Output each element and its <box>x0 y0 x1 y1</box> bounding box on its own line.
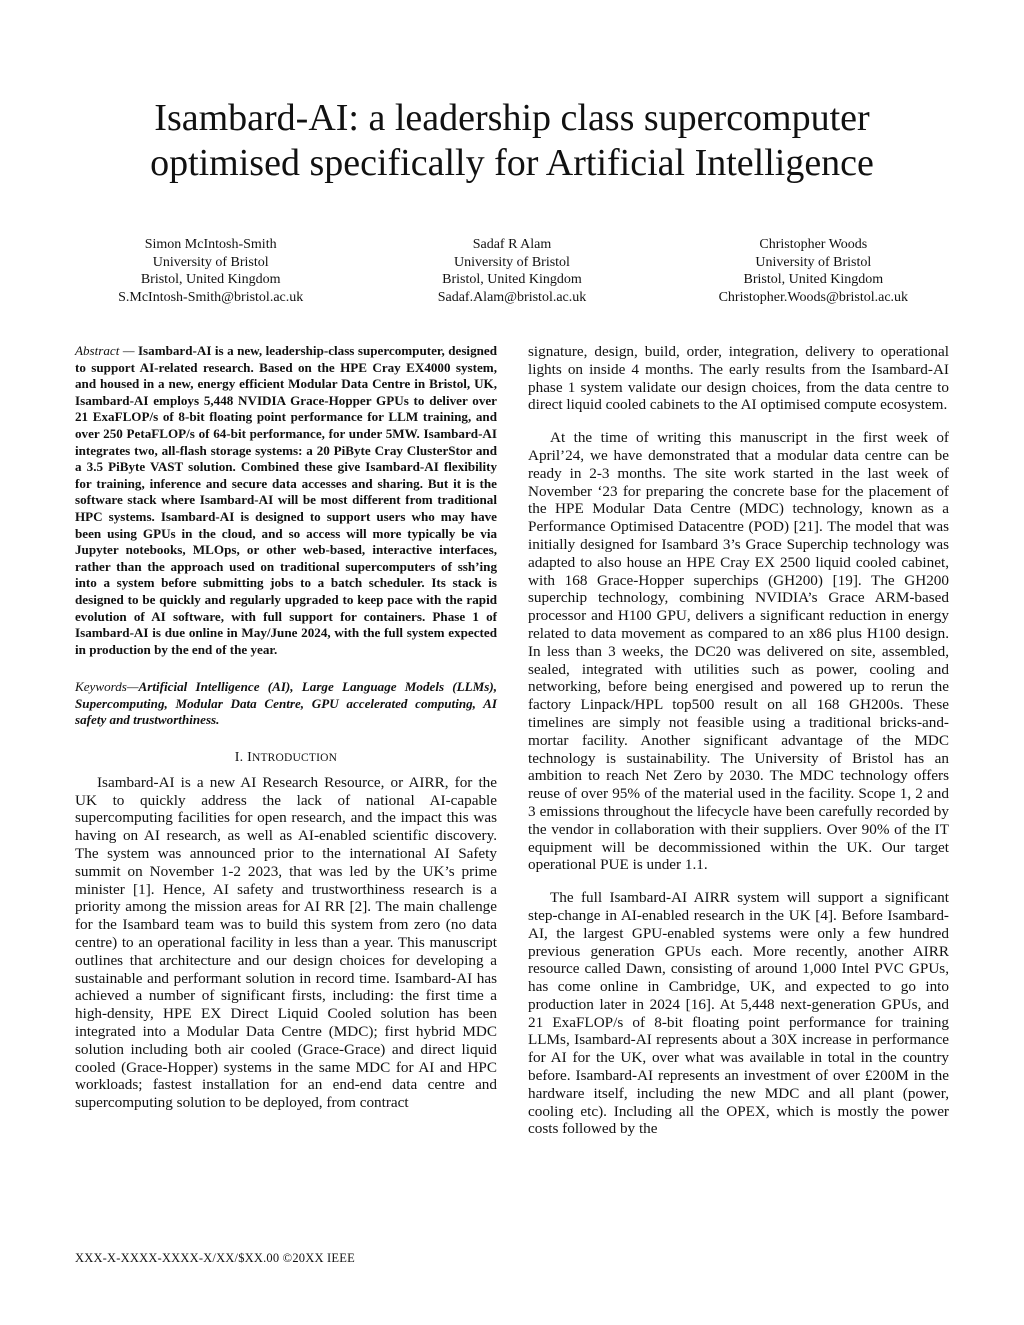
author-1 <box>60 236 361 306</box>
keywords-label: Keywords— <box>75 679 139 695</box>
author-name: Sadaf R Alam <box>472 237 552 252</box>
intro-paragraph-1: Isambard-AI is a new AI Research Resource, or AIRR, for the UK to quickly address the lack of national AI-capable supercomputing facilities for open research, and the impact this was having on AI research, as well as AI-enabled scientific discovery. The system was announced prior to the international AI Safety summit on November 1-2 2023, that was led by the UK’s prime minister [1]. Hence, AI safety and trustworthiness research is a priority among the mission areas for AI RR [2]. The main challenge for the Isambard team was to build this system from zero (no data centre) to an operational facility in less than a year. This manuscript outlines that architecture and our design choices for developing a sustainable and performant solution in record time. Isambard-AI has achieved a number of significant firsts, including: the first time a high-density, HPE EX Direct Liquid Cooled solution has been integrated into a Modular Data Centre (MDC); first hybrid MDC solution including both air cooled (Grace-Grace) and direct liquid cooled (Grace-Hopper) systems in the same MDC for AI and HPC workloads; fastest installation for an end-end data centre and supercomputing solution to be deployed, from contract <box>75 773 497 1112</box>
left-column <box>75 343 497 1127</box>
right-column <box>528 343 949 1153</box>
author-name: Simon McIntosh-Smith <box>144 237 277 252</box>
copyright-footer: XXX-X-XXXX-XXXX-X/XX/$XX.00 ©20XX IEEE <box>75 1251 355 1265</box>
section-number: I. <box>234 750 244 766</box>
author-3 <box>663 236 964 306</box>
intro-paragraph-continued: signature, design, build, order, integration, delivery to operational lights on inside 4 months. The early results from the Isambard-AI phase 1 system validate our design choices, from the data centre to direct liquid cooled cabinets to the AI optimised compute ecosystem. <box>528 343 949 414</box>
paper-title <box>80 96 944 186</box>
section-title-rest: NTRODUCTION <box>251 752 338 765</box>
keywords <box>75 679 497 729</box>
author-2 <box>361 236 662 306</box>
intro-paragraph-3: The full Isambard-AI AIRR system will support a significant step-change in AI-enabled research in the UK [4]. Before Isambard-AI, the largest GPU-enabled systems were only a few hundred previous generation GPUs each. More recently, another AIRR resource called Dawn, consisting of around 1,000 Intel PVC GPUs, has come online in Cambridge, UK, and expected to go into production later in 2024 [16]. At 5,448 next-generation GPUs, and 21 ExaFLOP/s of 8-bit floating point performance for training LLMs, Isambard-AI represents about a 30X increase in performance for AI for the UK, over what was available in total in the country before. Isambard-AI represents an investment of over £200M in the hardware itself, including the new MDC and all plant (power, cooling etc). Including all the OPEX, which is mostly the power costs followed by the <box>528 889 949 1138</box>
author-email: Christopher.Woods@bristol.ac.uk <box>718 289 909 305</box>
title-line-2: optimised specifically for Artificial Intelligence <box>150 142 874 184</box>
title-line-1: Isambard-AI: a leadership class supercomputer <box>154 97 870 139</box>
section-heading-introduction <box>75 749 497 768</box>
author-location: Bristol, United Kingdom <box>743 272 884 287</box>
section-initial: I <box>247 750 252 766</box>
author-email: S.McIntosh-Smith@bristol.ac.uk <box>118 289 304 305</box>
keywords-text: Artificial Intelligence (AI), Large Language Models (LLMs), Supercomputing, Modular Data Centre, GPU accelerated computing, AI safety and trustworthiness. <box>75 679 497 728</box>
abstract-label: Abstract — <box>75 343 135 358</box>
author-affiliation: University of Bristol <box>454 254 570 270</box>
author-location: Bristol, United Kingdom <box>442 272 582 287</box>
author-location: Bristol, United Kingdom <box>140 272 281 287</box>
author-affiliation: University of Bristol <box>152 254 269 270</box>
author-name: Christopher Woods <box>759 237 868 252</box>
author-email: Sadaf.Alam@bristol.ac.uk <box>437 289 587 305</box>
author-block <box>60 236 964 306</box>
intro-paragraph-2: At the time of writing this manuscript in the first week of April’24, we have demonstrated that a modular data centre can be ready in 2-3 months. The site work started in the last week of November ‘23 for preparing the concrete base for the placement of the HPE Modular Data Centre (MDC) technology, known as a Performance Optimised Datacentre (POD) [21]. The model that was initially designed for Isambard 3’s Grace Superchip technology was adapted to also house an HPE Cray EX 2500 liquid cooled cabinet, with 168 Grace-Hopper superchips (GH200) [19]. The GH200 superchip technology, combining NVIDIA’s Grace ARM-based processor and H100 GPU, delivers a significant reduction in energy related to data movement as compared to an x86 plus H100 design. In less than 3 weeks, the DC20 was delivered on site, assembled, sealed, integrated with utilities such as power, cooling and networking, before being energised and powered up to rerun the factory Linpack/HPL top500 result on all 168 GH200s. These timelines are simply not feasible using a traditional bricks-and-mortar facility. Another significant advantage of the MDC technology is sustainability. The University of Bristol has an ambition to reach Net Zero by 2030. The MDC technology offers reuse of over 95% of the material used in the facility. Scope 1, 2 and 3 emissions throughout the lifecycle have been carefully recorded by the vendor in collaboration with their suppliers. Over 90% of the IT equipment will be decommissioned within the UK. Our target operational PUE is under 1.1. <box>528 429 949 874</box>
abstract <box>75 343 497 658</box>
author-affiliation: University of Bristol <box>755 254 872 270</box>
abstract-text: Isambard-AI is a new, leadership-class supercomputer, designed to support AI-related research. Based on the HPE Cray EX4000 system, and housed in a new, energy efficient Modular Data Centre in Bristol, UK, Isambard-AI employs 5,448 NVIDIA Grace-Hopper GPUs to deliver over 21 ExaFLOP/s of 8-bit floating point performance for LLM training, and over 250 PetaFLOP/s of 64-bit performance, for under 5MW. Isambard-AI integrates two, all-flash storage systems: a 20 PiByte Cray ClusterStor and a 3.5 PiByte VAST solution. Combined these give Isambard-AI flexibility for training, inference and secure data accesses and sharing. But it is the software stack where Isambard-AI will be most different from traditional HPC systems. Isambard-AI is designed to support users who may have been using GPUs in the cloud, and so access will more typically be via Jupyter notebooks, MLOps, or other web-based, interactive interfaces, rather than the approach used on traditional supercomputers of ssh’ing into a system before submitting jobs to a batch scheduler. Its stack is designed to be quickly and regularly upgraded to keep pace with the rapid evolution of AI software, with full support for containers. Phase 1 of Isambard-AI is due online in May/June 2024, with the full system expected in production by the end of the year. <box>75 343 497 657</box>
